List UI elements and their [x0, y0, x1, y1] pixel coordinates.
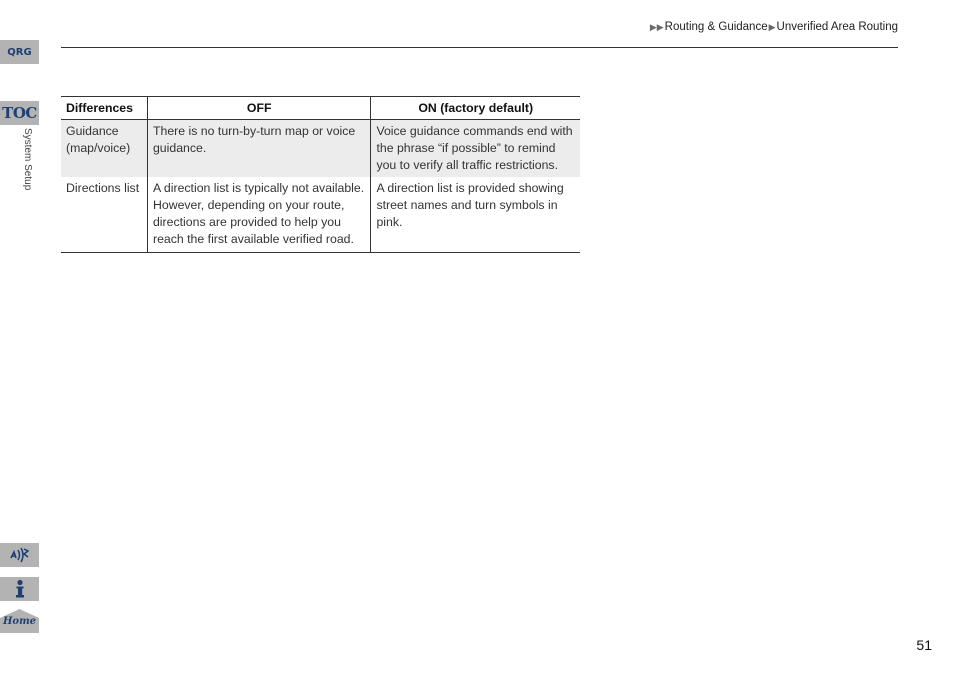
- qrg-label: QRG: [7, 46, 32, 58]
- home-label: Home: [2, 615, 37, 627]
- toc-tab[interactable]: [0, 101, 39, 125]
- breadcrumb-item: Unverified Area Routing: [776, 21, 898, 33]
- table-row: [61, 120, 580, 178]
- breadcrumb-arrow-icon: ▶▶: [649, 21, 664, 32]
- column-header: Differences: [61, 97, 147, 120]
- breadcrumb-item[interactable]: Routing & Guidance: [664, 21, 768, 33]
- home-tab[interactable]: [0, 609, 39, 633]
- qrg-tab[interactable]: [0, 40, 39, 64]
- voice-command-tab[interactable]: [0, 543, 39, 567]
- table-row: [61, 177, 580, 252]
- section-label: System Setup: [22, 128, 33, 191]
- column-header: ON (factory default): [371, 97, 580, 120]
- voice-command-icon: [9, 546, 31, 564]
- table-cell: Voice guidance commands end with the phrase “if possible” to remind you to verify all traffic restrictions.: [371, 120, 580, 178]
- breadcrumb-arrow-icon: ▶: [768, 21, 776, 32]
- toc-label: TOC: [2, 104, 37, 122]
- differences-table: [61, 96, 580, 253]
- info-icon: [13, 579, 27, 599]
- info-tab[interactable]: [0, 577, 39, 601]
- page-number: 51: [916, 637, 932, 653]
- table-cell: A direction list is typically not available. However, depending on your route, directions are provided to help you reach the first available verified road.: [147, 177, 370, 252]
- breadcrumb: [649, 21, 898, 33]
- table-cell: A direction list is provided showing street names and turn symbols in pink.: [371, 177, 580, 252]
- column-header: OFF: [147, 97, 370, 120]
- table-header-row: [61, 97, 580, 120]
- table-cell: Guidance (map/voice): [61, 120, 147, 178]
- header-divider: [61, 47, 898, 48]
- table-cell: There is no turn-by-turn map or voice guidance.: [147, 120, 370, 178]
- table-cell: Directions list: [61, 177, 147, 252]
